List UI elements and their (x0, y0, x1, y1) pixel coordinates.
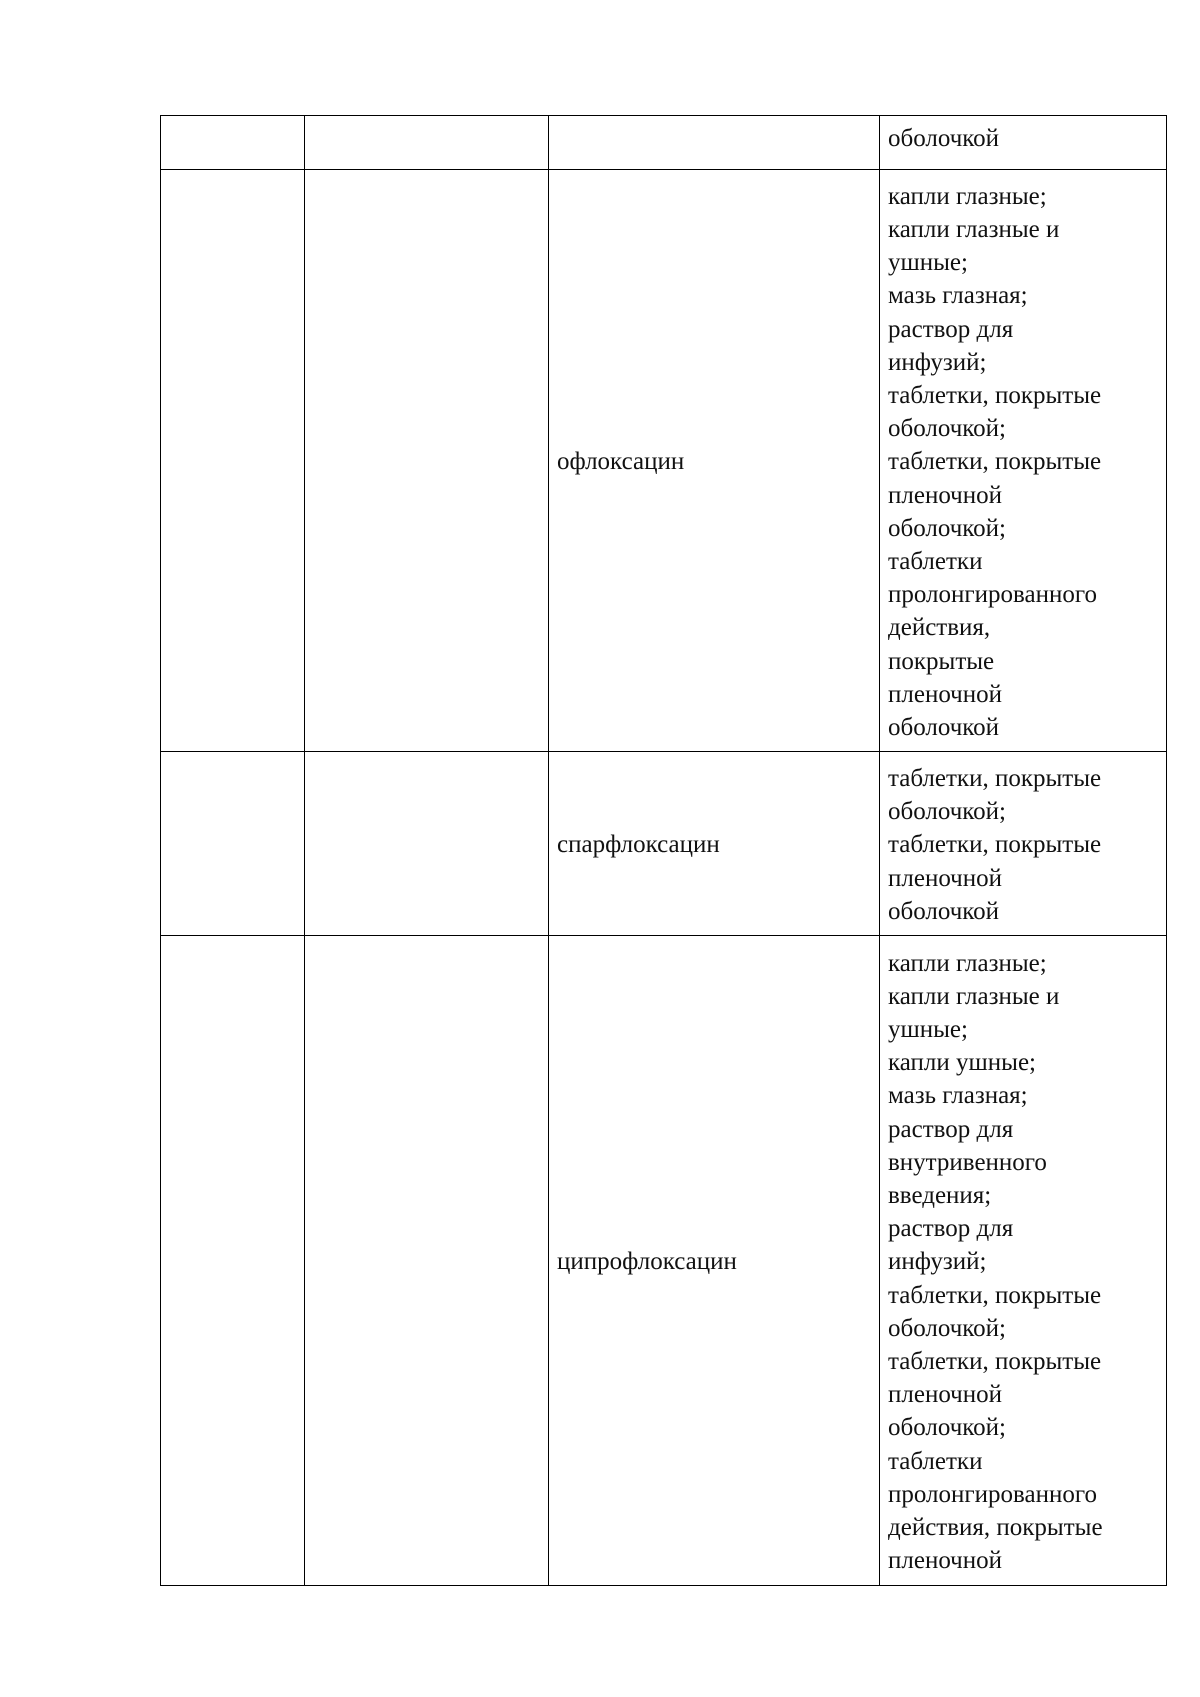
dosage-form-line: мазь глазная; (888, 282, 1028, 310)
group-cell (305, 170, 549, 752)
dosage-form-line: капли глазные и (888, 215, 1060, 243)
dosage-form-line: таблетки, покрытые (888, 1281, 1102, 1309)
table-row (161, 116, 1167, 170)
dosage-form-line: пленочной (888, 1381, 1003, 1409)
dosage-form-line: пленочной (888, 1547, 1003, 1575)
group-cell (305, 936, 549, 1586)
drug-name-cell: офлоксацин (549, 170, 880, 752)
dosage-form-line: пленочной (888, 680, 1003, 708)
drug-name-cell: ципрофлоксацин (549, 936, 880, 1586)
dosage-form-line: оболочкой (888, 714, 1000, 742)
dosage-forms-cell (880, 752, 1167, 936)
drug-table (160, 115, 1167, 1586)
dosage-form-line: таблетки (888, 1447, 983, 1475)
dosage-forms-cell (880, 936, 1167, 1586)
drug-name-cell (549, 116, 880, 170)
dosage-form-line: оболочкой (888, 125, 1000, 152)
code-cell (161, 752, 305, 936)
code-cell (161, 170, 305, 752)
dosage-form-line: введения; (888, 1181, 992, 1209)
dosage-form-line: оболочкой; (888, 1314, 1006, 1342)
dosage-form-line: мазь глазная; (888, 1082, 1028, 1110)
dosage-form-line: таблетки, покрытые (888, 381, 1102, 409)
dosage-form-line: таблетки (888, 548, 983, 575)
dosage-form-line: оболочкой; (888, 514, 1006, 542)
group-cell (305, 116, 549, 170)
dosage-form-line: таблетки, покрытые (888, 1348, 1102, 1375)
code-cell (161, 936, 305, 1586)
group-cell (305, 752, 549, 936)
drug-name-cell: спарфлоксацин (549, 752, 880, 936)
dosage-form-line: инфузий; (888, 1248, 987, 1276)
dosage-form-line: оболочкой (888, 897, 1000, 925)
dosage-form-line: ушные; (888, 1015, 968, 1043)
dosage-form-line: раствор для (888, 1115, 1014, 1143)
dosage-form-line: действия, покрытые (888, 1514, 1103, 1542)
dosage-form-line: капли глазные и (888, 982, 1060, 1010)
table-row (161, 936, 1167, 1586)
dosage-forms-cell (880, 116, 1167, 170)
dosage-form-line: покрытые (888, 647, 995, 675)
table-row (161, 752, 1167, 936)
dosage-form-line: раствор для (888, 1215, 1014, 1243)
dosage-forms-cell (880, 170, 1167, 752)
dosage-form-line: ушные; (888, 249, 968, 277)
dosage-form-line: таблетки, покрытые (888, 448, 1102, 476)
dosage-form-line: оболочкой; (888, 798, 1006, 826)
dosage-form-line: оболочкой; (888, 1414, 1006, 1442)
dosage-form-line: пролонгированного (888, 581, 1097, 609)
dosage-form-line: инфузий; (888, 348, 987, 376)
dosage-form-line: оболочкой; (888, 415, 1006, 443)
dosage-form-line: пленочной (888, 864, 1003, 892)
code-cell (161, 116, 305, 170)
dosage-form-line: капли глазные; (888, 182, 1047, 210)
dosage-form-line: раствор для (888, 315, 1014, 343)
dosage-form-line: таблетки, покрытые (888, 831, 1102, 859)
dosage-form-line: пленочной (888, 481, 1003, 509)
dosage-form-line: внутривенного (888, 1148, 1047, 1176)
dosage-form-line: капли глазные; (888, 949, 1047, 977)
dosage-form-line: пролонгированного (888, 1480, 1097, 1508)
table-row (161, 170, 1167, 752)
dosage-form-line: таблетки, покрытые (888, 764, 1102, 792)
dosage-form-line: действия, (888, 614, 991, 642)
dosage-form-line: капли ушные; (888, 1049, 1036, 1077)
